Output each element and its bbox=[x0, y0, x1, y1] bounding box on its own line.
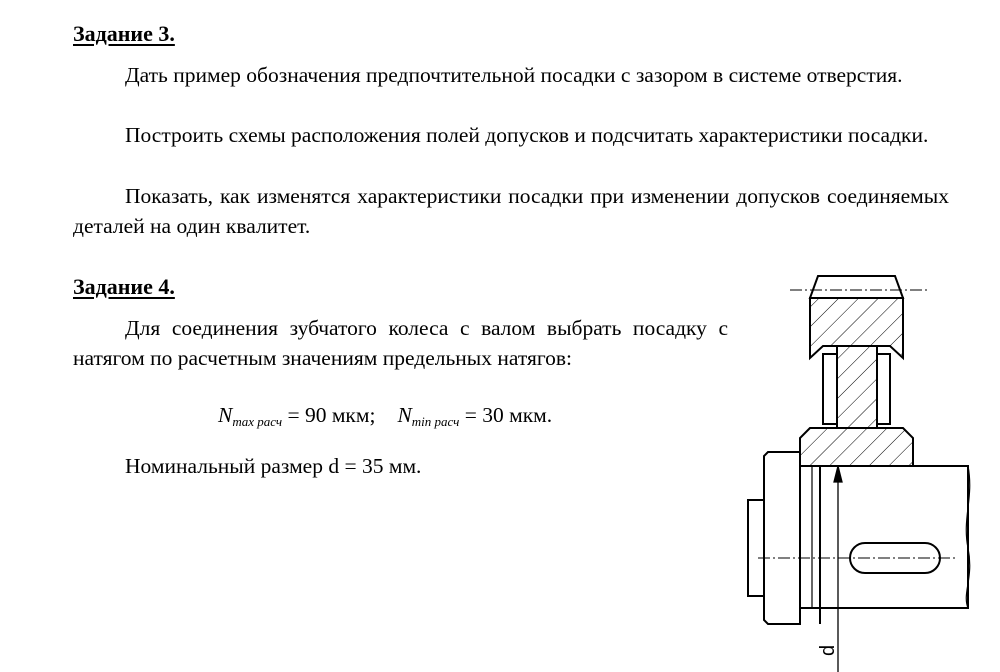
nmin-symbol: N bbox=[397, 403, 412, 427]
nmax-value: = 90 мкм; bbox=[282, 403, 376, 427]
gear-hub-section bbox=[800, 428, 913, 466]
task4-heading: Задание 4. bbox=[73, 274, 175, 299]
dimension-arrow bbox=[834, 466, 842, 482]
nmin-value: = 30 мкм. bbox=[459, 403, 553, 427]
gear-tooth bbox=[810, 276, 903, 298]
task3-paragraph-3: Показать, как изменятся характеристики посадки при изменении допусков соединяемых деталей на один квалитет. bbox=[73, 184, 949, 238]
interference-formula bbox=[218, 403, 552, 430]
gear-recess-left bbox=[823, 354, 837, 424]
task3-paragraph-1: Дать пример обозначения предпочтительной посадки с зазором в системе отверстия. bbox=[125, 63, 903, 87]
dimension-label: d bbox=[817, 644, 839, 656]
task3-heading: Задание 3. bbox=[73, 21, 175, 46]
nmax-subscript: max расч bbox=[232, 414, 283, 429]
nominal-size: Номинальный размер d = 35 мм. bbox=[125, 454, 422, 478]
gear-recess-right bbox=[877, 354, 890, 424]
nmax-symbol: N bbox=[218, 403, 233, 427]
task3-paragraph-2: Построить схемы расположения полей допусков и подсчитать характеристики посадки. bbox=[125, 123, 929, 147]
gear-web-section bbox=[837, 346, 877, 428]
task4-paragraph: Для соединения зубчатого колеса с валом выбрать посадку с натягом по расчетным значениям предельных натягов: bbox=[73, 316, 728, 370]
nmin-subscript: min расч bbox=[411, 414, 460, 429]
gear-shaft-drawing bbox=[730, 268, 1000, 672]
shaft-outline bbox=[800, 466, 968, 608]
shaft-step bbox=[748, 500, 764, 596]
shaft-shoulder bbox=[764, 452, 800, 624]
